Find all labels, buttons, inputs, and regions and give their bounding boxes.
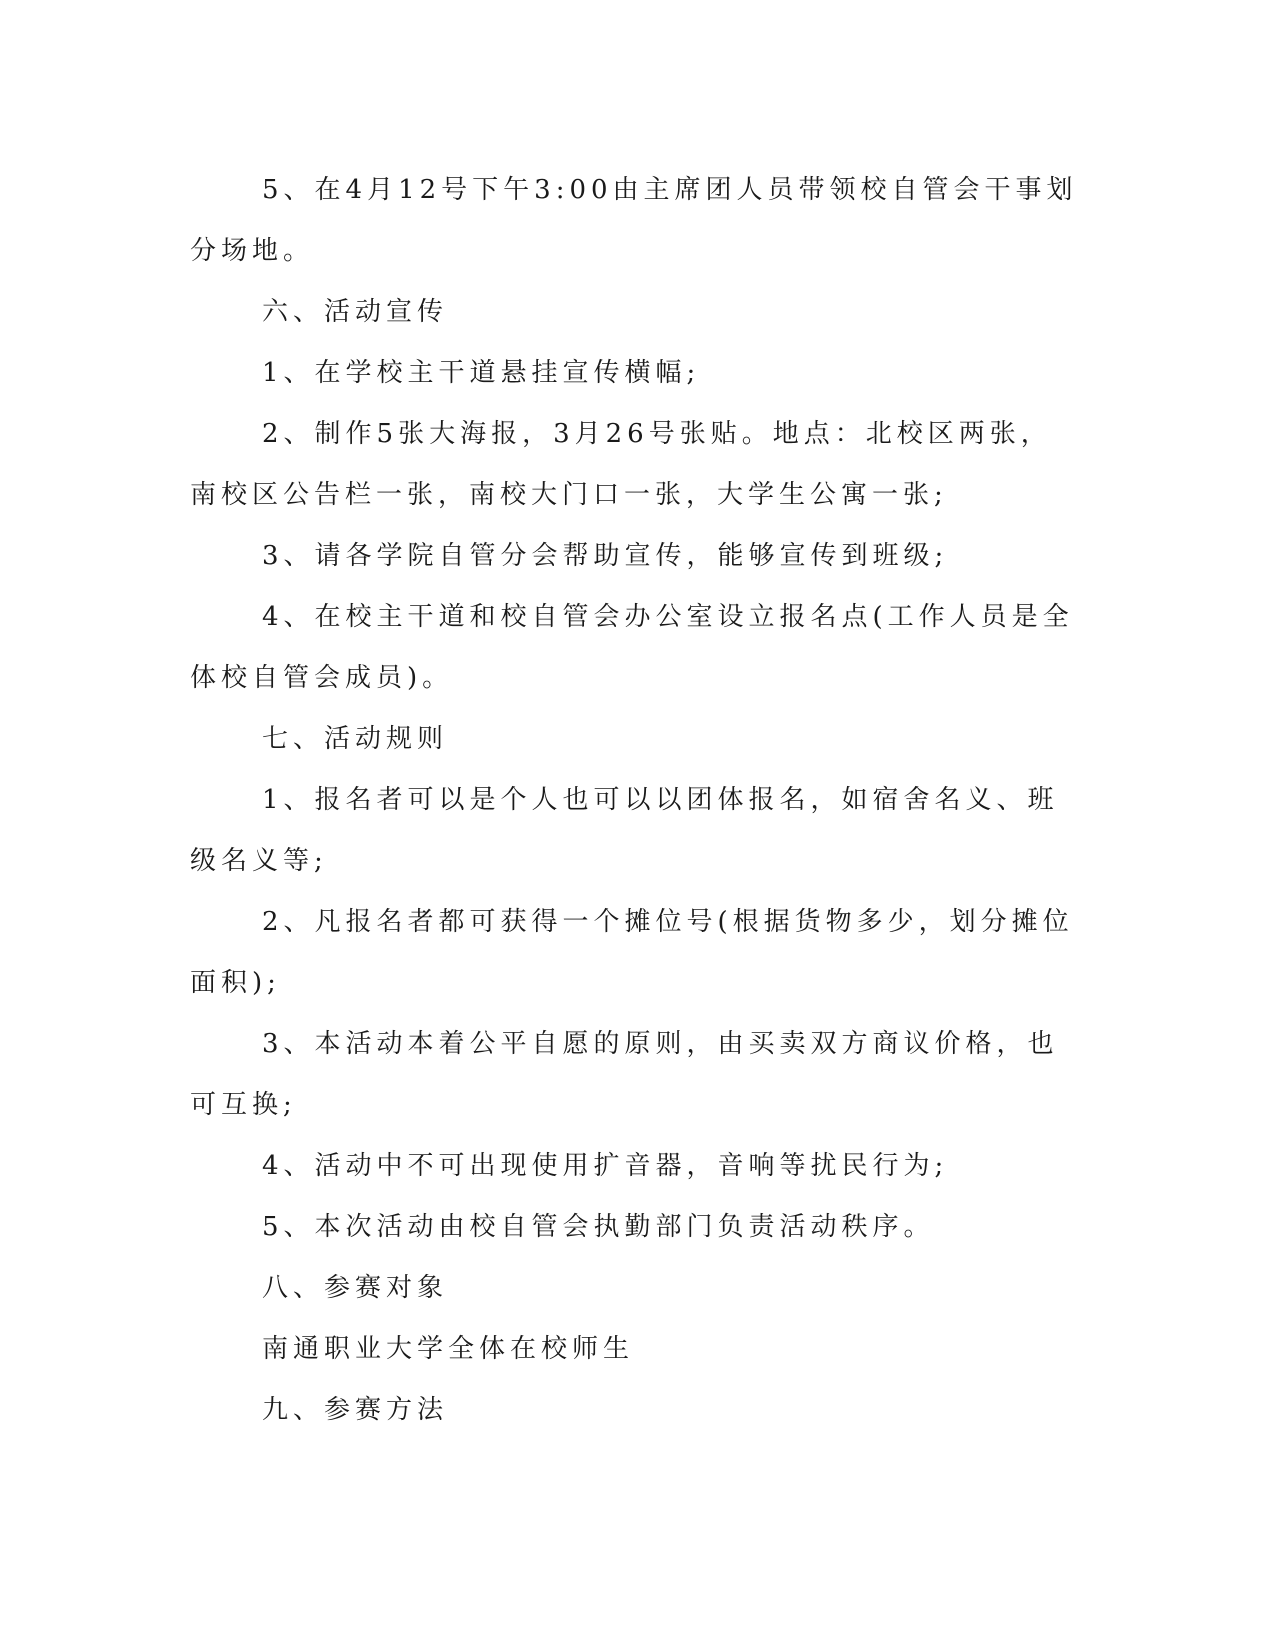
- section-heading-participants: 八、参赛对象: [262, 1273, 449, 1303]
- paragraph-rule-1: 1、报名者可以是个人也可以以团体报名，如宿舍名义、班级名义等;: [190, 785, 1059, 876]
- paragraph-promotion-3: 3、请各学院自管分会帮助宣传，能够宣传到班级;: [262, 541, 949, 571]
- paragraph-promotion-4: 4、在校主干道和校自管会办公室设立报名点(工作人员是全体校自管会成员)。: [190, 602, 1074, 693]
- paragraph-rule-4: 4、活动中不可出现使用扩音器，音响等扰民行为;: [262, 1151, 949, 1181]
- section-heading-method: 九、参赛方法: [262, 1395, 449, 1425]
- paragraph-participants: 南通职业大学全体在校师生: [262, 1334, 635, 1364]
- section-heading-promotion: 六、活动宣传: [262, 297, 449, 327]
- section-heading-rules: 七、活动规则: [262, 724, 449, 754]
- document-body: [190, 160, 1080, 1441]
- paragraph-rule-3: 3、本活动本着公平自愿的原则，由买卖双方商议价格，也可互换;: [190, 1029, 1059, 1120]
- paragraph-setup-step-5: 5、在4月12号下午3:00由主席团人员带领校自管会干事划分场地。: [190, 175, 1078, 266]
- paragraph-rule-5: 5、本次活动由校自管会执勤部门负责活动秩序。: [262, 1212, 935, 1242]
- paragraph-promotion-1: 1、在学校主干道悬挂宣传横幅;: [262, 358, 701, 388]
- paragraph-promotion-2: 2、制作5张大海报，3月26号张贴。地点：北校区两张，南校区公告栏一张，南校大门口一张，大学生公寓一张;: [190, 419, 1052, 510]
- paragraph-rule-2: 2、凡报名者都可获得一个摊位号(根据货物多少，划分摊位面积);: [190, 907, 1074, 998]
